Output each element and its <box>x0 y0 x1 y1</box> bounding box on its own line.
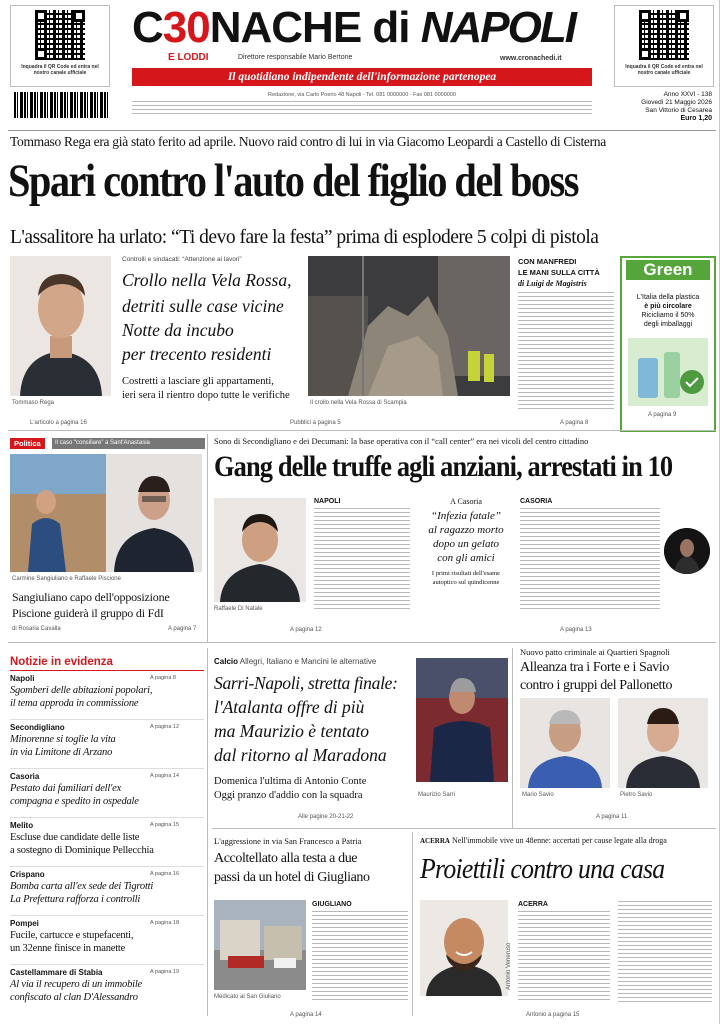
spagnoli-photo-right[interactable] <box>618 698 708 788</box>
evidenza-item-rule <box>10 768 204 769</box>
green-blurb-2: è più circolare <box>644 303 692 310</box>
calcio-headline-2[interactable]: l'Atalanta offre di più <box>214 697 365 717</box>
manfredi-kicker: CON MANFREDI <box>518 257 577 266</box>
evidenza-item-rule <box>10 964 204 965</box>
evidenza-item-headline-1[interactable]: Escluse due candidate delle liste <box>10 832 140 843</box>
lead-page-ref: L'articolo a pagina 16 <box>30 420 87 426</box>
evidenza-item-headline-2[interactable]: confiscato al clan D'Alessandro <box>10 992 138 1003</box>
green-box[interactable] <box>620 256 716 432</box>
manfredi-page-ref: A pagina 8 <box>560 420 589 426</box>
qr-left-caption: Inquadra il QR Code ed entra nel nostro canale ufficiale <box>21 64 99 76</box>
green-image <box>628 338 708 406</box>
casoria-summary-2: autoptico sul quindicenne <box>432 579 500 586</box>
evidenza-item-rule <box>10 817 204 818</box>
calcio-photo-caption: Maurizio Sarri <box>418 792 456 798</box>
politica-photo-caption: Carmine Sangiuliano e Raffaele Piscione <box>12 576 121 582</box>
evidenza-item-headline-1[interactable]: Sgomberi delle abitazioni popolari, <box>10 685 153 696</box>
masthead-director: Direttore responsabile Mario Bertone <box>238 54 353 61</box>
evidenza-item-page: A pagina 12 <box>150 724 180 730</box>
evidenza-item-place: Crispano <box>10 870 45 879</box>
spagnoli-headline-1[interactable]: Alleanza tra i Forte e i Savio <box>520 660 669 675</box>
evidenza-item-rule <box>10 719 204 720</box>
evidenza-title: Notizie in evidenza <box>10 656 113 668</box>
evidenza-item-headline-2[interactable]: in via Limitone di Arzano <box>10 747 113 758</box>
lead-headline[interactable]: Spari contro l'auto del figlio del boss <box>8 155 578 207</box>
vela-kicker: Controlli e sindacati: “Attenzione ai lavori” <box>122 256 242 263</box>
calcio-tag: Calcio <box>214 657 239 666</box>
politica-tag-text: Il caso “consiliare” a Sant'Anastasia <box>52 438 205 449</box>
green-title: Green <box>626 260 710 280</box>
acerra-body-col2 <box>618 901 712 1003</box>
giugliano-photo-caption: Medicato al San Giuliano <box>214 994 281 1000</box>
giugliano-page-ref: A pagina 14 <box>290 1012 322 1018</box>
masthead-date: Giovedì 21 Maggio 2026 <box>641 99 712 106</box>
masthead-website[interactable]: www.cronachedi.it <box>500 55 562 62</box>
evidenza-item-headline-1[interactable]: Bomba carta all'ex sede dei Tigrotti <box>10 881 154 892</box>
masthead-logo[interactable] <box>132 2 592 54</box>
acerra-kicker-row <box>420 836 716 845</box>
evidenza-item-page: A pagina 18 <box>150 920 180 926</box>
giugliano-headline-1[interactable]: Accoltellato alla testa a due <box>214 851 358 866</box>
evidenza-item-rule <box>10 866 204 867</box>
logo-nache: NACHE di <box>209 3 421 52</box>
rule-row4 <box>212 828 716 829</box>
vela-summary-1: Costretti a lasciare gli appartamenti, <box>122 376 274 387</box>
spagnoli-headline-2[interactable]: contro i gruppi del Pallonetto <box>520 678 673 693</box>
calcio-headline-4[interactable]: dal ritorno al Maradona <box>214 745 387 765</box>
politica-photo-right[interactable] <box>106 454 202 572</box>
casoria-headline-2[interactable]: al ragazzo morto <box>428 524 504 536</box>
casoria-headline-1[interactable]: “Infezia fatale” <box>431 510 501 522</box>
page-right-edge <box>719 0 720 1024</box>
truffe-headline[interactable]: Gang delle truffe agli anziani, arrestati in 10 <box>214 450 673 483</box>
manfredi-headline[interactable]: LE MANI SULLA CITTÀ <box>518 268 600 277</box>
casoria-summary-1: I primi risultati dell'esame <box>431 570 501 577</box>
vela-headline-3[interactable]: Notte da incubo <box>122 320 234 340</box>
evidenza-item-headline-2[interactable]: La Prefettura rafforza i controlli <box>10 894 141 905</box>
green-blurb-4: degli imballaggi <box>643 321 693 328</box>
truffe-lead-name: NAPOLI <box>314 498 341 505</box>
evidenza-item-headline-2[interactable]: un 32enne finisce in manette <box>10 943 126 954</box>
masthead-saint: San Vittorio di Cesarea <box>645 107 712 114</box>
giugliano-body <box>312 911 408 1003</box>
rule-row3 <box>8 642 716 643</box>
calcio-kicker-row <box>214 657 376 666</box>
truffe-photo-caption: Raffaele Di Natale <box>214 606 263 612</box>
evidenza-item-page: A pagina 16 <box>150 871 180 877</box>
cassino-lead-name: CASORIA <box>520 498 553 505</box>
logo-c: C <box>132 3 163 52</box>
evidenza-item-place: Napoli <box>10 674 35 683</box>
acerra-photo-caption: Antonio Veneruso <box>506 942 512 990</box>
evidenza-item-headline-2[interactable]: compagna e spedito in ospedale <box>10 796 139 807</box>
calcio-headline-3[interactable]: ma Maurizio è tentato <box>214 721 370 741</box>
barcode <box>14 92 108 118</box>
rule-col-mid-2 <box>412 832 413 1016</box>
evidenza-item-place: Pompei <box>10 919 39 928</box>
rule-col-mid <box>512 648 513 828</box>
truffe-kicker: Sono di Secondigliano e dei Decumani: la base operativa con il “call center” era nei vicoli del centro cittadino <box>214 436 589 446</box>
green-blurb-3: Ricicliamo il 50% <box>641 312 695 319</box>
lead-kicker: Tommaso Rega era già stato ferito ad aprile. Nuovo raid contro di lui in via Giacomo Leopardi a Castello di Cisterna <box>10 134 606 149</box>
vela-page-ref: Pubblici a pagina 5 <box>290 420 341 426</box>
cassino-photo-round <box>664 528 710 574</box>
lead-photo-tommaso-rega[interactable] <box>10 256 111 396</box>
rule-col-left-2 <box>207 648 208 1016</box>
rule-row2 <box>8 430 716 431</box>
masthead-issue: Anno XXVI - 138 <box>663 91 712 98</box>
rule-col-left <box>207 434 208 642</box>
calcio-kicker: Allegri, Italiano e Mancini le alternative <box>239 657 377 666</box>
truffe-page-ref: A pagina 12 <box>290 627 322 633</box>
giugliano-photo[interactable] <box>214 900 306 990</box>
calcio-page-ref: Alle pagine 20-21-22 <box>298 814 354 820</box>
evidenza-item-headline-2[interactable]: a sostegno di Dominique Pellecchia <box>10 845 154 856</box>
giugliano-lead-name: GIUGLIANO <box>312 901 352 908</box>
qr-box-right <box>614 5 714 87</box>
evidenza-item-headline-1[interactable]: Fucile, cartucce e stupefacenti, <box>10 930 134 941</box>
evidenza-item-place: Casoria <box>10 772 40 781</box>
evidenza-item-headline-1[interactable]: Minorenne si toglie la vita <box>10 734 116 745</box>
evidenza-item-headline-1[interactable]: Pestato dai familiari dell'ex <box>10 783 122 794</box>
politica-headline-1[interactable]: Sangiuliano capo dell'opposizione <box>12 590 170 604</box>
vela-headline-4[interactable]: per trecento residenti <box>122 344 272 364</box>
truffe-photo-raffaele[interactable] <box>214 498 306 602</box>
cassino-body <box>520 508 660 612</box>
giugliano-headline-2[interactable]: passi da un hotel di Giugliano <box>214 870 370 885</box>
spagnoli-photo-left[interactable] <box>520 698 610 788</box>
green-blurb-1: L'Italia della plastica <box>636 294 700 301</box>
green-page-ref: A pagina 9 <box>648 412 677 418</box>
manfredi-body <box>518 292 614 412</box>
cassino-page-ref: A pagina 13 <box>560 627 592 633</box>
evidenza-item-page: A pagina 14 <box>150 773 180 779</box>
evidenza-item-page: A pagina 15 <box>150 822 180 828</box>
spagnoli-caption-left: Mario Savio <box>522 792 554 798</box>
evidenza-item-rule <box>10 915 204 916</box>
logo-30: 30 <box>162 3 210 52</box>
politica-tag: Politica <box>10 438 45 449</box>
evidenza-item-page: A pagina 19 <box>150 969 180 975</box>
vela-photo-crollo[interactable] <box>308 256 510 396</box>
acerra-photo-veneruso[interactable] <box>420 900 508 996</box>
giugliano-kicker: L'aggressione in via San Francesco a Patria <box>214 836 362 846</box>
masthead-meta-fineprint <box>132 101 592 117</box>
evidenza-item-place: Castellammare di Stabia <box>10 968 103 977</box>
vela-photo-caption: Il crollo nella Vela Rossa di Scampia <box>310 400 407 406</box>
masthead-tagline: Il quotidiano indipendente dell'informazione partenopea <box>132 68 592 86</box>
vela-headline-2[interactable]: detriti sulle case vicine <box>122 296 284 316</box>
masthead-price: Euro 1,20 <box>680 115 712 122</box>
evidenza-item-headline-1[interactable]: Al via il recupero di un immobile <box>10 979 143 990</box>
qr-code-right[interactable] <box>639 10 689 60</box>
spagnoli-kicker: Nuovo patto criminale ai Quartieri Spagnoli <box>520 647 670 657</box>
truffe-body <box>314 508 410 612</box>
politica-photo-left[interactable] <box>10 454 106 572</box>
masthead-rule <box>8 130 716 131</box>
manfredi-byline: di Luigi de Magistris <box>518 279 587 288</box>
acerra-kicker: Nell'immobile vive un 48enne: accertati per cause legate alla droga <box>451 836 667 845</box>
evidenza-item-place: Secondigliano <box>10 723 65 732</box>
evidenza-title-rule <box>10 670 204 671</box>
lead-subhead: L'assalitore ha urlato: “Ti devo fare la festa” prima di esplodere 5 colpi di pistola <box>10 227 599 248</box>
evidenza-item-place: Melito <box>10 821 34 830</box>
spagnoli-page-ref: A pagina 11 <box>596 814 628 820</box>
calcio-summary-2: Oggi pranzo d'addio con la squadra <box>214 790 363 801</box>
acerra-lead-name: ACERRA <box>518 901 548 908</box>
acerra-page-ref: Antonio a pagina 15 <box>526 1012 580 1018</box>
casoria-headline-3[interactable]: dopo un gelato <box>433 538 499 550</box>
logo-napoli: NAPOLI <box>420 3 575 52</box>
masthead-meta-line: Redazione, via Carlo Poerio 48 Napoli - Tel. 081 0000000 - Fax 081 0000000 <box>268 92 456 98</box>
qr-box-left <box>10 5 110 87</box>
casoria-kicker: A Casoria <box>450 497 482 506</box>
acerra-tag: ACERRA <box>420 837 450 845</box>
politica-byline: di Rosaria Cavalla <box>12 626 61 632</box>
acerra-body-col1 <box>518 911 610 1003</box>
calcio-photo-sarri[interactable] <box>416 658 508 782</box>
spagnoli-caption-right: Pietro Savio <box>620 792 653 798</box>
politica-headline-2[interactable]: Piscione guiderà il gruppo di FdI <box>12 606 164 620</box>
masthead-e-lodi: E LODDI <box>168 52 209 63</box>
vela-summary-2: ieri sera il rientro dopo tutte le verifiche <box>122 390 290 401</box>
casoria-headline-4[interactable]: con gli amici <box>437 552 495 564</box>
qr-right-caption: Inquadra il QR Code ed entra nel nostro canale ufficiale <box>625 64 703 76</box>
lead-photo-caption: Tommaso Rega <box>12 400 55 406</box>
politica-page-ref: A pagina 7 <box>168 626 197 632</box>
acerra-headline[interactable]: Proiettili contro una casa <box>420 854 665 885</box>
evidenza-item-page: A pagina 8 <box>150 675 176 681</box>
qr-code-left[interactable] <box>35 10 85 60</box>
vela-headline-1[interactable]: Crollo nella Vela Rossa, <box>122 270 292 290</box>
calcio-headline-1[interactable]: Sarri-Napoli, stretta finale: <box>214 673 398 693</box>
evidenza-item-headline-2[interactable]: il tema approda in commissione <box>10 698 139 709</box>
calcio-summary-1: Domenica l'ultima di Antonio Conte <box>214 776 367 787</box>
